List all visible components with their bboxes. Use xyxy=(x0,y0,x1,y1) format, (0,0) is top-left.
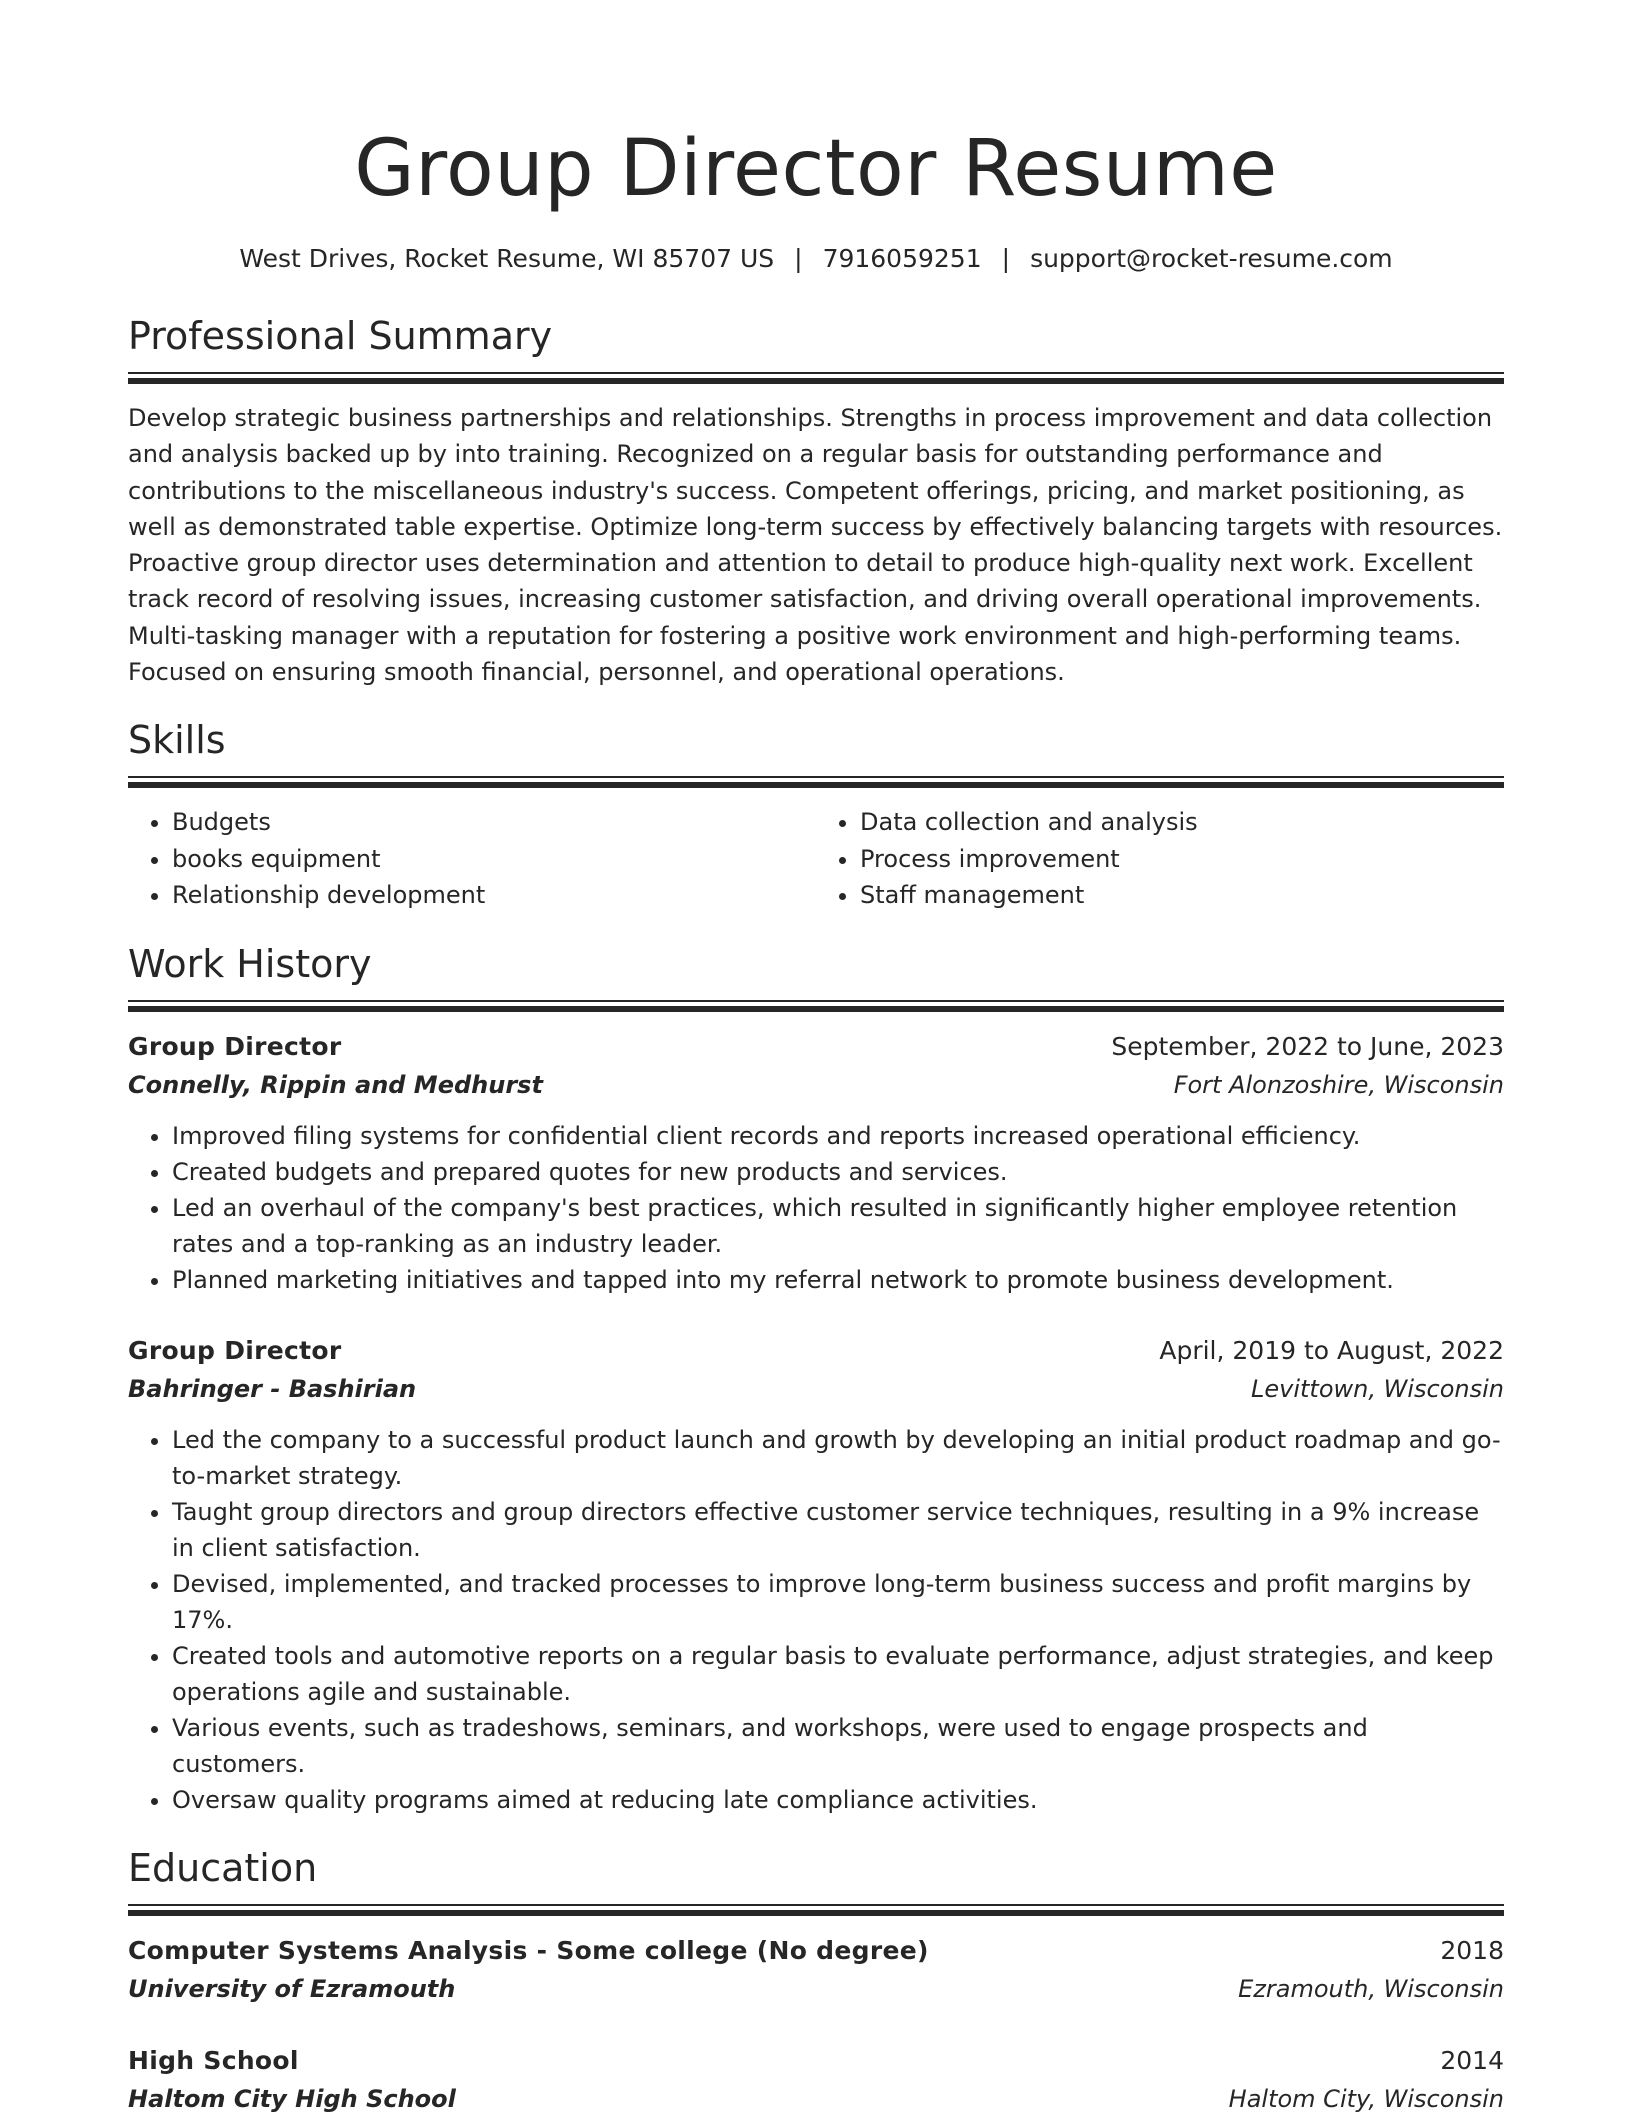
education-entry xyxy=(128,1932,1504,2008)
work-history-heading: Work History xyxy=(128,941,372,986)
job-dates: April, 2019 to August, 2022 xyxy=(1159,1335,1504,1365)
job-company: Connelly, Rippin and Medhurst xyxy=(128,1070,543,1099)
education-school: University of Ezramouth xyxy=(128,1974,456,2003)
skill-item: • Budgets xyxy=(172,804,816,841)
education-section xyxy=(128,1844,1504,2118)
job-bullet: • Created budgets and prepared quotes for new products and services. xyxy=(172,1154,1504,1190)
job-company-row xyxy=(128,1370,1504,1408)
job-bullet: • Improved filing systems for confidential client records and reports increased operational efficiency. xyxy=(172,1118,1504,1154)
contact-separator: | xyxy=(1001,244,1011,273)
education-year: 2018 xyxy=(1440,1935,1504,1965)
skill-item: • Data collection and analysis xyxy=(860,804,1504,841)
job-bullet: • Various events, such as tradeshows, seminars, and workshops, were used to engage prospects and customers. xyxy=(172,1710,1504,1782)
section-divider xyxy=(128,1904,1504,1916)
education-location: Haltom City, Wisconsin xyxy=(1228,2084,1504,2113)
job-entry xyxy=(128,1028,1504,1298)
section-divider xyxy=(128,372,1504,384)
section-divider xyxy=(128,776,1504,788)
summary-heading: Professional Summary xyxy=(128,314,553,358)
education-school: Haltom City High School xyxy=(128,2084,456,2113)
job-header-row xyxy=(128,1028,1504,1066)
job-bullet: • Devised, implemented, and tracked processes to improve long-term business success and profit margins by 17%. xyxy=(172,1566,1504,1638)
resume-title: Group Director Resume xyxy=(354,124,1278,214)
summary-text: Develop strategic business partnerships and relationships. Strengths in process improvement and data collection and analysis backed up by into training. Recognized on a regular basis for outstanding performance and contributions to the miscellaneous industry's success. Competent offerings, pricing, and market positioning, as well as demonstrated table expertise. Optimize long-term success by effectively balancing targets with resources. Proactive group director uses determination and attention to detail to produce high-quality next work. Excellent track record of resolving issues, increasing customer satisfaction, and driving overall operational improvements. Multi-tasking manager with a reputation for fostering a positive work environment and high-performing teams. Focused on ensuring smooth financial, personnel, and operational operations. xyxy=(128,404,1503,687)
skill-item: • Relationship development xyxy=(172,877,816,914)
job-company-row xyxy=(128,1066,1504,1104)
summary-section xyxy=(128,312,1504,690)
skill-item: • books equipment xyxy=(172,841,816,878)
education-school-row xyxy=(128,2080,1504,2118)
contact-separator: | xyxy=(794,244,803,273)
education-heading: Education xyxy=(128,1845,318,1890)
contact-email: support@rocket-resume.com xyxy=(1030,244,1393,273)
job-bullet: • Taught group directors and group directors effective customer service techniques, resulting in a 9% increase in client satisfaction. xyxy=(172,1494,1504,1566)
skills-grid xyxy=(128,804,1504,914)
job-bullet: • Created tools and automotive reports on a regular basis to evaluate performance, adjust strategies, and keep operations agile and sustainable. xyxy=(172,1638,1504,1710)
skills-section xyxy=(128,716,1504,914)
job-company: Bahringer - Bashirian xyxy=(128,1374,417,1403)
education-header-row xyxy=(128,1932,1504,1970)
job-bullets xyxy=(128,1118,1504,1298)
section-divider xyxy=(128,1000,1504,1012)
skills-heading: Skills xyxy=(128,718,226,763)
contact-address: West Drives, Rocket Resume, WI 85707 US xyxy=(239,244,775,273)
job-bullets xyxy=(128,1422,1504,1818)
education-school-row xyxy=(128,1970,1504,2008)
job-location: Fort Alonzoshire, Wisconsin xyxy=(1173,1070,1504,1099)
education-degree: High School xyxy=(128,2045,299,2075)
job-location: Levittown, Wisconsin xyxy=(1251,1374,1504,1403)
job-dates: September, 2022 to June, 2023 xyxy=(1111,1031,1504,1061)
skills-column-right xyxy=(816,804,1504,914)
work-history-section xyxy=(128,940,1504,1818)
skill-item: • Staff management xyxy=(860,877,1504,914)
education-entry xyxy=(128,2042,1504,2118)
job-title: Group Director xyxy=(128,1335,342,1365)
skill-item: • Process improvement xyxy=(860,841,1504,878)
education-header-row xyxy=(128,2042,1504,2080)
job-header-row xyxy=(128,1332,1504,1370)
job-bullet: • Led an overhaul of the company's best practices, which resulted in significantly higher employee retention rates and a top-ranking as an industry leader. xyxy=(172,1190,1504,1262)
job-bullet: • Led the company to a successful product launch and growth by developing an initial product roadmap and go-to-market strategy. xyxy=(172,1422,1504,1494)
contact-line xyxy=(128,242,1504,276)
education-year: 2014 xyxy=(1440,2045,1504,2075)
education-degree: Computer Systems Analysis - Some college (No degree) xyxy=(128,1935,929,1965)
job-entry xyxy=(128,1332,1504,1818)
job-bullet: • Planned marketing initiatives and tapped into my referral network to promote business development. xyxy=(172,1262,1504,1298)
skills-column-left xyxy=(128,804,816,914)
education-location: Ezramouth, Wisconsin xyxy=(1238,1974,1504,2003)
contact-phone: 7916059251 xyxy=(822,244,982,273)
job-bullet: • Oversaw quality programs aimed at reducing late compliance activities. xyxy=(172,1782,1504,1818)
job-title: Group Director xyxy=(128,1031,342,1061)
